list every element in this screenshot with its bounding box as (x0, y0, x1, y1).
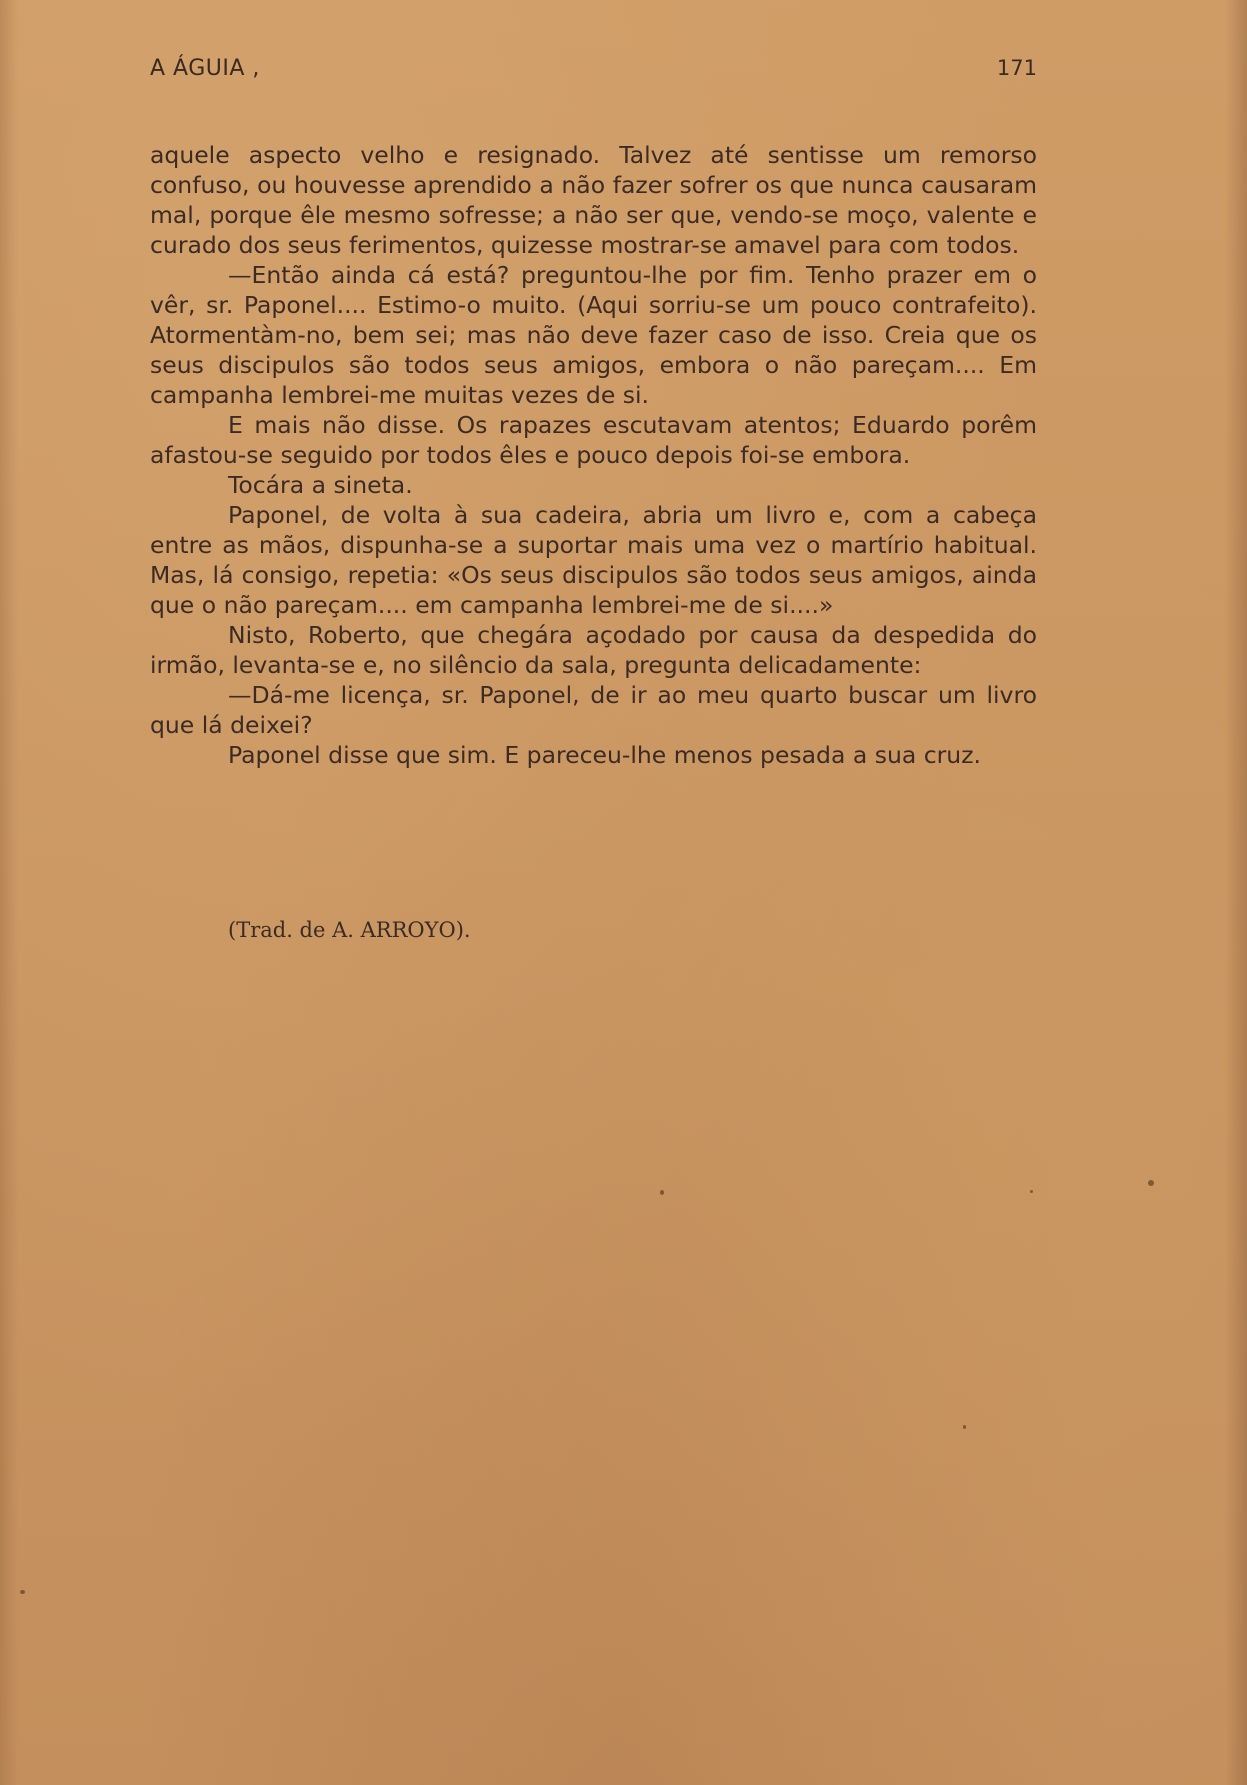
paragraph: —Dá-me licença, sr. Paponel, de ir ao meu quarto buscar um livro que lá deixei? (150, 681, 1037, 739)
paper-speck (660, 1190, 664, 1195)
page-edge-shadow-left (0, 0, 18, 1785)
paper-speck (963, 1425, 966, 1429)
paper-speck (1030, 1190, 1033, 1193)
paragraph: Paponel, de volta à sua cadeira, abria um livro e, com a cabeça entre as mãos, dispunha-se a suportar mais uma vez o martírio habitual. Mas, lá consigo, repetia: «Os seus discipulos são todos seus amigos, ainda que o não pareçam.... em campanha lembrei-me de si....» (150, 501, 1037, 619)
paper-speck (20, 1590, 25, 1594)
page-header (150, 56, 1037, 88)
body-text (150, 140, 1037, 770)
paragraph: —Então ainda cá está? preguntou-lhe por fim. Tenho prazer em o vêr, sr. Paponel.... Estimo-o muito. (Aqui sorriu-se um pouco contrafeito). Atormentàm-no, bem sei; mas não deve fazer caso de isso. Creia que os seus discipulos são todos seus amigos, embora o não pareçam.... Em campanha lembrei-me muitas vezes de si. (150, 261, 1037, 409)
page-number: 171 (996, 56, 1037, 80)
paragraph: Nisto, Roberto, que chegára açodado por causa da despedida do irmão, levanta-se e, no silêncio da sala, pregunta delicadamente: (150, 621, 1037, 679)
paragraph: Paponel disse que sim. E pareceu-lhe menos pesada a sua cruz. (228, 741, 982, 769)
page-edge-shadow-right (1225, 0, 1247, 1785)
running-title: A ÁGUIA , (150, 56, 260, 81)
paragraph: E mais não disse. Os rapazes escutavam atentos; Eduardo porêm afastou-se seguido por todos êles e pouco depois foi-se embora. (150, 411, 1037, 469)
translator-credit: (Trad. de A. ARROYO). (228, 918, 471, 942)
paper-speck (1148, 1180, 1154, 1186)
paragraph: Tocára a sineta. (228, 471, 413, 499)
paragraph: aquele aspecto velho e resignado. Talvez até sentisse um remorso confuso, ou houvesse aprendido a não fazer sofrer os que nunca causaram mal, porque êle mesmo sofresse; a não ser que, vendo-se moço, valente e curado dos seus ferimentos, quizesse mostrar-se amavel para com todos. (150, 141, 1037, 259)
